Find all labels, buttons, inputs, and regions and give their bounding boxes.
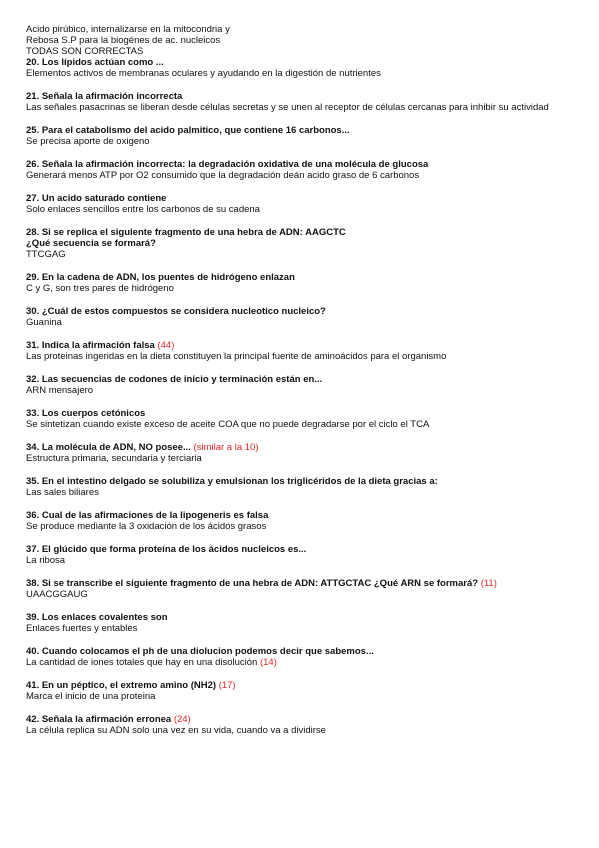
- question-title: [26, 408, 586, 419]
- question-answer: [26, 170, 586, 181]
- question-answer: [26, 317, 586, 328]
- question-title-text: 31. Indica la afirmación falsa: [26, 340, 155, 351]
- question-title-text: 36. Cual de las afirmaciones de la lipogeneris es falsa: [26, 510, 269, 521]
- answer-text: Las señales pasacrinas se liberan desde células secretas y se unen al receptor de células cercanas para inhibir su actividad: [26, 102, 549, 113]
- answer-text: Guanina: [26, 317, 62, 328]
- question-block: [26, 193, 586, 215]
- answer-text: Se sintetizan cuando existe exceso de aceite COA que no puede degradarse por el ciclo el TCA: [26, 419, 430, 430]
- answer-reference: (14): [259, 657, 277, 668]
- question-answer: [26, 283, 586, 294]
- question-answer: [26, 521, 586, 532]
- question-title-text: 42. Señala la afirmación erronea: [26, 714, 172, 725]
- question-answer: [26, 555, 586, 566]
- answer-text: Estructura primaria, secundaria y terciaria: [26, 453, 202, 464]
- question-title-text: 35. En el intestino delgado se solubiliza y emulsionan los triglicéridos de la dieta gracias a:: [26, 476, 438, 487]
- question-reference: (similar a la 10): [193, 442, 259, 453]
- question-title-text: 41. En un péptico, el extremo amino (NH2): [26, 680, 217, 691]
- question-answer: [26, 725, 586, 736]
- answer-text: La ribosa: [26, 555, 66, 566]
- question-answer: [26, 249, 586, 260]
- question-answer: [26, 351, 586, 362]
- answer-text: C y G, son tres pares de hidrógeno: [26, 283, 174, 294]
- question-answer: [26, 657, 586, 668]
- question-block: [26, 374, 586, 396]
- question-block: [26, 646, 586, 668]
- question-answer: [26, 102, 586, 113]
- question-title: [26, 612, 586, 623]
- question-answer: [26, 419, 586, 430]
- question-reference: (11): [480, 578, 497, 589]
- question-title: [26, 442, 586, 453]
- intro-line: Acido pirúbico, internalizarse en la mitocondria y: [26, 24, 230, 35]
- question-block: [26, 408, 586, 430]
- question-reference: (17): [218, 680, 236, 691]
- question-title-text: 29. En la cadena de ADN, los puentes de hidrógeno enlazan: [26, 272, 295, 283]
- question-title-text: 34. La molécula de ADN, NO posee...: [26, 442, 191, 453]
- answer-text: UAACGGAUG: [26, 589, 88, 600]
- question-answer: [26, 204, 586, 215]
- question-block: [26, 612, 586, 634]
- question-title: [26, 125, 586, 136]
- question-answer: [26, 68, 586, 79]
- question-title: [26, 91, 586, 102]
- answer-text: Enlaces fuertes y entables: [26, 623, 138, 634]
- question-block: [26, 442, 586, 464]
- answer-text: TTCGAG: [26, 249, 66, 260]
- question-block: [26, 306, 586, 328]
- question-title-text: 21. Señala la afirmación incorrecta: [26, 91, 183, 102]
- question-title: [26, 680, 586, 691]
- question-title: [26, 227, 586, 238]
- question-title: [26, 306, 586, 317]
- question-title-text: 30. ¿Cuál de estos compuestos se considera nucleotico nucleico?: [26, 306, 326, 317]
- question-title: [26, 272, 586, 283]
- question-block: [26, 544, 586, 566]
- answer-text: Las sales biliares: [26, 487, 99, 498]
- question-title-text: 32. Las secuencias de codones de inicio y terminación están en...: [26, 374, 323, 385]
- question-title: [26, 714, 586, 725]
- question-answer: [26, 487, 586, 498]
- question-block: [26, 272, 586, 294]
- question-answer: [26, 623, 586, 634]
- question-answer: [26, 385, 586, 396]
- answer-text: Elementos activos de membranas oculares y ayudando en la digestión de nutrientes: [26, 68, 381, 79]
- answer-text: Se produce mediante la 3 oxidación de los ácidos grasos: [26, 521, 267, 532]
- question-block: [26, 510, 586, 532]
- question-title: [26, 646, 586, 657]
- answer-text: Solo enlaces sencillos entre los carbonos de su cadena: [26, 204, 260, 215]
- question-title: [26, 57, 586, 68]
- question-list: [26, 57, 586, 736]
- question-title: [26, 340, 586, 351]
- question-block: [26, 714, 586, 736]
- question-block: [26, 91, 586, 113]
- answer-text: Generará menos ATP por O2 consumido que la degradación deán acido graso de 6 carbonos: [26, 170, 420, 181]
- question-title-text: 26. Señala la afirmación incorrecta: la degradación oxidativa de una molécula de glucosa: [26, 159, 429, 170]
- question-block: [26, 159, 586, 181]
- question-title: [26, 476, 586, 487]
- question-title-text: 37. El glúcido que forma proteína de los ácidos nucleicos es...: [26, 544, 307, 555]
- question-title-continued: ¿Qué secuencia se formará?: [26, 238, 156, 249]
- question-reference: (24): [173, 714, 191, 725]
- answer-text: ARN mensajero: [26, 385, 94, 396]
- question-title-text: 33. Los cuerpos cetónicos: [26, 408, 146, 419]
- question-title-text: 27. Un acido saturado contiene: [26, 193, 167, 204]
- answer-text: La cantidad de iones totales que hay en una disolución: [26, 657, 258, 668]
- question-block: [26, 476, 586, 498]
- question-title-text: 25. Para el catabolismo del acido palmitico, que contiene 16 carbonos...: [26, 125, 350, 136]
- question-title-text: 20. Los lípidos actúan como ...: [26, 57, 164, 68]
- question-title-text: 39. Los enlaces covalentes son: [26, 612, 168, 623]
- question-title: [26, 159, 586, 170]
- answer-text: La célula replica su ADN solo una vez en su vida, cuando va a dividirse: [26, 725, 326, 736]
- question-title: [26, 544, 586, 555]
- question-block: [26, 578, 586, 600]
- document-page: [26, 24, 586, 736]
- question-title: [26, 510, 586, 521]
- question-block: [26, 227, 586, 260]
- answer-text: Se precisa aporte de oxigeno: [26, 136, 150, 147]
- question-answer: [26, 136, 586, 147]
- question-title-text: 28. Si se replica el siguiente fragmento de una hebra de ADN: AAGCTC: [26, 227, 346, 238]
- question-reference: (44): [157, 340, 175, 351]
- question-answer: [26, 453, 586, 464]
- question-block: [26, 680, 586, 702]
- intro-line: TODAS SON CORRECTAS: [26, 46, 144, 57]
- question-block: [26, 57, 586, 79]
- answer-text: Marca el inicio de una proteina: [26, 691, 156, 702]
- question-title-text: 38. Si se transcribe el siguiente fragmento de una hebra de ADN: ATTGCTAC ¿Qué ARN se formará?: [26, 578, 479, 589]
- question-block: [26, 340, 586, 362]
- question-answer: [26, 589, 586, 600]
- question-title: [26, 374, 586, 385]
- question-block: [26, 125, 586, 147]
- answer-text: Las proteinas ingeridas en la dieta constituyen la principal fuente de aminoácidos para el organismo: [26, 351, 447, 362]
- question-title: [26, 193, 586, 204]
- question-answer: [26, 691, 586, 702]
- question-title: [26, 578, 586, 589]
- intro-line: Rebosa S.P para la biogénes de ac. nucleicos: [26, 35, 221, 46]
- question-title-text: 40. Cuando colocamos el ph de una diolucion podemos decir que sabemos...: [26, 646, 374, 657]
